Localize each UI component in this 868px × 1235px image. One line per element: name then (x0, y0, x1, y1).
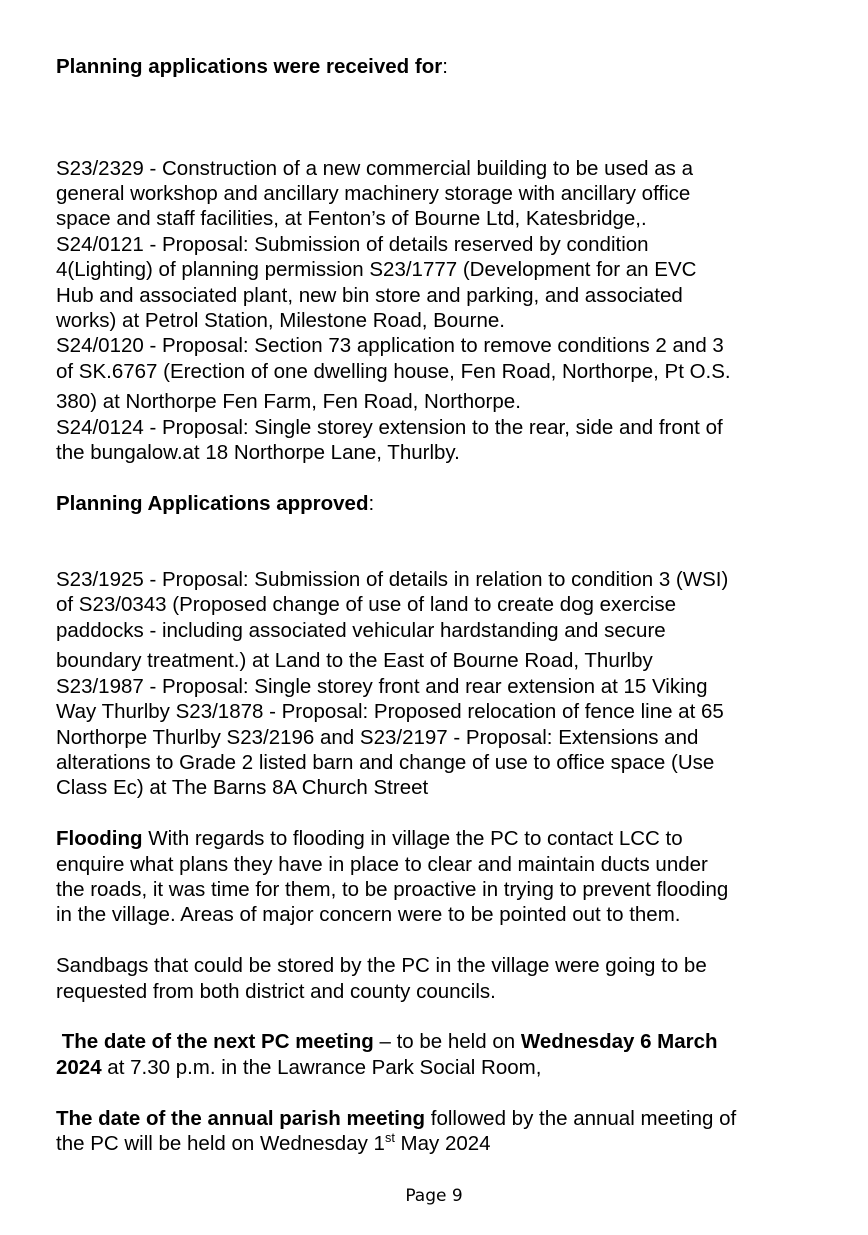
text-segment: Way Thurlby S23/1878 - Proposal: Proposed relocation of fence line at 65 (56, 700, 724, 724)
text-line (56, 1131, 838, 1156)
page-number: Page 9 (405, 1186, 463, 1206)
text-line (56, 156, 838, 181)
text-line (56, 1055, 838, 1080)
text-line (56, 415, 838, 440)
text-segment: S24/0124 - Proposal: Single storey extension to the rear, side and front of (56, 415, 723, 439)
text-line (56, 699, 838, 724)
text-segment: May 2024 (394, 1131, 491, 1155)
text-segment: – to be held on (373, 1030, 521, 1054)
text-segment: S24/0120 - Proposal: Section 73 application to remove conditions 2 and 3 (56, 334, 724, 358)
text-segment: paddocks - including associated vehicular hardstanding and secure (56, 618, 666, 642)
text-segment: space and staff facilities, at Fenton’s of Bourne Ltd, Katesbridge,. (56, 207, 647, 231)
heading-planning-approved (56, 491, 838, 516)
text-line (56, 359, 838, 384)
text-segment: Planning Applications approved (56, 491, 369, 515)
text-line (56, 1029, 838, 1054)
text-segment: : (368, 491, 375, 515)
text-segment: the roads, it was time for them, to be proactive in trying to prevent flooding (56, 877, 729, 901)
text-line (56, 902, 838, 927)
page-footer (0, 1186, 868, 1206)
para-annual-meeting (56, 1106, 838, 1157)
text-line (56, 257, 838, 282)
text-segment: S24/0121 - Proposal: Submission of details reserved by condition (56, 232, 649, 256)
text-line (56, 618, 838, 643)
text-segment: the PC will be held on Wednesday 1 (56, 1131, 385, 1155)
text-line (56, 181, 838, 206)
text-line (56, 953, 838, 978)
text-line (56, 283, 838, 308)
text-segment: Class Ec) at The Barns 8A Church Street (56, 776, 429, 800)
text-segment: Wednesday 6 March (520, 1030, 718, 1054)
text-line (56, 592, 838, 617)
para-planning-approved (56, 567, 838, 801)
text-line (56, 648, 838, 673)
text-segment: Planning applications were received for (56, 55, 443, 78)
text-line (56, 491, 838, 516)
text-segment: Flooding (56, 827, 143, 851)
text-segment: S23/1987 - Proposal: Single storey front and rear extension at 15 Viking (56, 674, 708, 698)
text-segment: at 7.30 p.m. in the Lawrance Park Social Room, (101, 1055, 542, 1079)
text-segment: boundary treatment.) at Land to the East of Bourne Road, Thurlby (56, 649, 653, 673)
text-segment: The date of the next PC meeting (56, 1030, 374, 1054)
text-line (56, 852, 838, 877)
text-segment: Hub and associated plant, new bin store and parking, and associated (56, 283, 683, 307)
text-segment: works) at Petrol Station, Milestone Road, Bourne. (56, 309, 505, 333)
para-sandbags (56, 953, 838, 1004)
text-segment: st (384, 1130, 395, 1146)
text-segment: The date of the annual parish meeting (56, 1106, 426, 1130)
text-segment: With regards to flooding in village the PC to contact LCC to (142, 827, 683, 851)
text-segment: alterations to Grade 2 listed barn and change of use to office space (Use (56, 750, 715, 774)
text-segment: general workshop and ancillary machinery storage with ancillary office (56, 182, 691, 205)
para-flooding (56, 826, 838, 928)
text-segment: S23/1925 - Proposal: Submission of details in relation to condition 3 (WSI) (56, 568, 729, 592)
text-segment: the bungalow.at 18 Northorpe Lane, Thurlby. (56, 441, 460, 465)
text-segment: followed by the annual meeting of (425, 1106, 737, 1130)
text-line (56, 725, 838, 750)
text-line (56, 979, 838, 1004)
text-line (56, 232, 838, 257)
text-line (56, 775, 838, 800)
text-line (56, 750, 838, 775)
text-line (56, 308, 838, 333)
text-line (56, 674, 838, 699)
text-segment: requested from both district and county councils. (56, 979, 496, 1003)
text-line (56, 826, 838, 851)
text-segment: S23/2329 - Construction of a new commercial building to be used as a (56, 156, 694, 180)
text-line (56, 206, 838, 231)
text-segment: 4(Lighting) of planning permission S23/1777 (Development for an EVC (56, 258, 697, 282)
text-line (56, 1106, 838, 1131)
document-blocks (56, 54, 838, 1156)
text-segment: Sandbags that could be stored by the PC in the village were going to be (56, 954, 707, 978)
text-segment: : (442, 55, 448, 78)
text-segment: 2024 (56, 1055, 102, 1079)
para-planning-received (56, 156, 838, 466)
text-line (56, 877, 838, 902)
text-segment: in the village. Areas of major concern were to be pointed out to them. (56, 903, 681, 927)
text-line (56, 440, 838, 465)
text-line (56, 333, 838, 358)
text-segment: enquire what plans they have in place to clear and maintain ducts under (56, 852, 708, 876)
text-segment: Northorpe Thurlby S23/2196 and S23/2197 - Proposal: Extensions and (56, 725, 699, 749)
text-segment: 380) at Northorpe Fen Farm, Fen Road, Northorpe. (56, 390, 521, 414)
text-line (56, 54, 838, 79)
heading-planning-received (56, 54, 838, 79)
para-next-meeting (56, 1029, 838, 1080)
text-segment: of S23/0343 (Proposed change of use of land to create dog exercise (56, 593, 676, 617)
text-line (56, 567, 838, 592)
text-line (56, 389, 838, 414)
text-segment: of SK.6767 (Erection of one dwelling house, Fen Road, Northorpe, Pt O.S. (56, 359, 731, 383)
